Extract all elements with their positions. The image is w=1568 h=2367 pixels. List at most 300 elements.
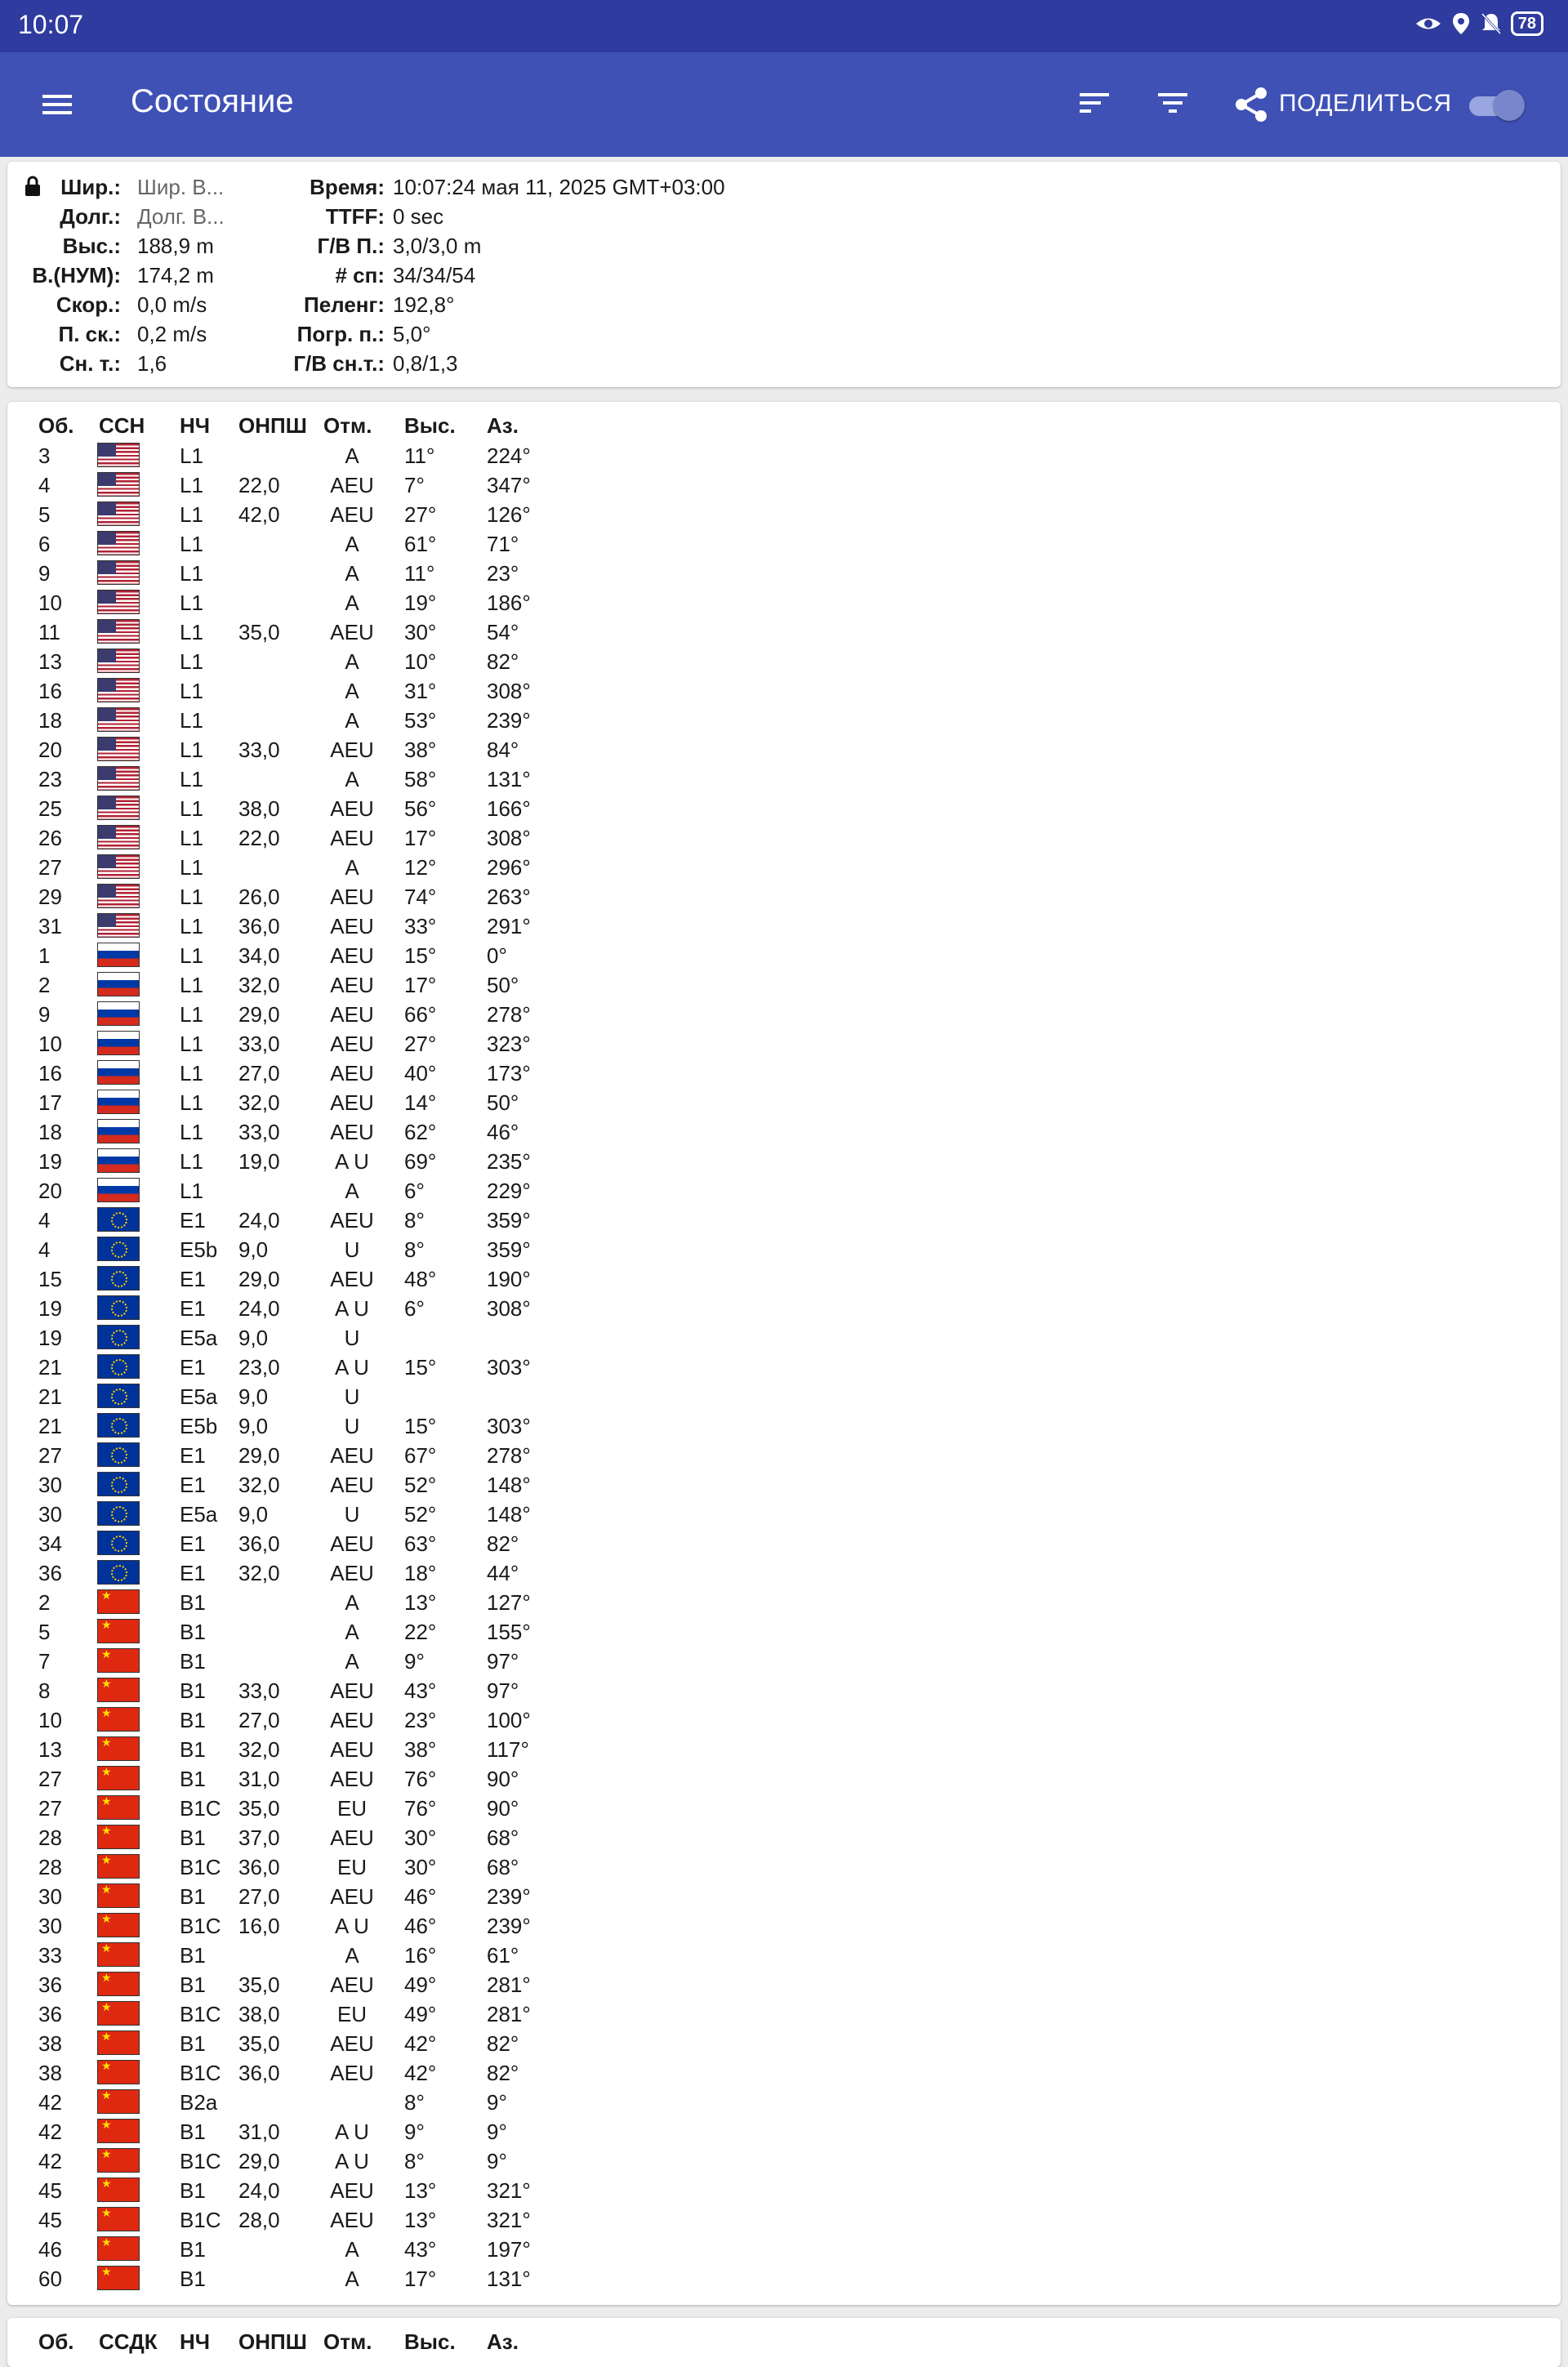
svid-cell: 30 xyxy=(38,1473,62,1497)
svid-cell: 18 xyxy=(38,1120,62,1144)
svid-cell: 18 xyxy=(38,708,62,733)
snr-label: Сн. т.: xyxy=(59,351,121,376)
share-icon[interactable] xyxy=(1232,85,1271,124)
flag-cn-icon xyxy=(97,1707,140,1732)
freq-cell: B1 xyxy=(180,1620,206,1644)
cn0-cell: 34,0 xyxy=(238,943,280,968)
azimuth-cell: 61° xyxy=(487,1943,519,1968)
azimuth-cell: 9° xyxy=(487,2149,507,2173)
sats-value: 34/34/54 xyxy=(393,263,476,288)
elevation-cell: 8° xyxy=(404,2090,425,2115)
table-row xyxy=(7,1588,628,1617)
azimuth-cell: 190° xyxy=(487,1267,531,1291)
table-row xyxy=(7,2264,628,2293)
flags-cell: AEU xyxy=(330,1032,374,1056)
flags-cell: AEU xyxy=(330,1061,374,1085)
flags-cell: AEU xyxy=(330,943,374,968)
flag-cn-icon xyxy=(97,1678,140,1702)
svid-cell: 28 xyxy=(38,1855,62,1879)
elevation-cell: 46° xyxy=(404,1914,437,1938)
elevation-cell: 10° xyxy=(404,649,437,674)
alt-value: 188,9 m xyxy=(137,234,214,258)
flags-cell: A xyxy=(345,1649,359,1674)
svid-cell: 4 xyxy=(38,1237,51,1262)
flags-cell: AEU xyxy=(330,1737,374,1762)
flags-cell: AEU xyxy=(330,914,374,938)
flag-eu-icon xyxy=(97,1384,140,1408)
freq-cell: L1 xyxy=(180,914,203,938)
flags-cell: AEU xyxy=(330,1090,374,1115)
flags-cell: AEU xyxy=(330,1208,374,1233)
flag-eu-icon xyxy=(97,1531,140,1555)
cn0-cell: 9,0 xyxy=(238,1384,269,1409)
azimuth-cell: 155° xyxy=(487,1620,531,1644)
table-row xyxy=(7,1411,628,1441)
flag-us-icon xyxy=(97,501,140,526)
svid-cell: 29 xyxy=(38,885,62,909)
elevation-cell: 17° xyxy=(404,973,437,997)
freq-cell: E1 xyxy=(180,1208,206,1233)
freq-cell: B1 xyxy=(180,2031,206,2056)
cn0-cell: 35,0 xyxy=(238,1972,280,1997)
ttff-label: TTFF: xyxy=(325,204,385,229)
svid-cell: 45 xyxy=(38,2178,62,2203)
svid-cell: 30 xyxy=(38,1502,62,1527)
table-row xyxy=(7,1852,628,1882)
sbas-col-header-elev: Выс. xyxy=(404,2329,456,2354)
freq-cell: B1 xyxy=(180,2237,206,2262)
freq-cell: B1C xyxy=(180,2061,221,2085)
flags-cell: A xyxy=(345,444,359,468)
flag-us-icon xyxy=(97,766,140,791)
table-row xyxy=(7,1441,628,1470)
cn0-cell: 33,0 xyxy=(238,1032,280,1056)
svid-cell: 16 xyxy=(38,1061,62,1085)
azimuth-cell: 82° xyxy=(487,2031,519,2056)
sbas-col-header-freq: НЧ xyxy=(180,2329,211,2354)
flags-cell: EU xyxy=(336,1855,368,1879)
svid-cell: 42 xyxy=(38,2090,62,2115)
cn0-cell: 24,0 xyxy=(238,2178,280,2203)
filter-icon[interactable] xyxy=(1155,85,1191,121)
flag-cn-icon xyxy=(97,2030,140,2055)
azimuth-cell: 68° xyxy=(487,1855,519,1879)
status-icons xyxy=(1414,11,1544,36)
table-row xyxy=(7,853,628,882)
table-row xyxy=(7,2088,628,2117)
azimuth-cell: 44° xyxy=(487,1561,519,1585)
table-row xyxy=(7,1970,628,1999)
table-row xyxy=(7,1529,628,1558)
azimuth-cell: 127° xyxy=(487,1590,531,1615)
elevation-cell: 61° xyxy=(404,532,437,556)
flag-eu-icon xyxy=(97,1354,140,1379)
flags-cell: EU xyxy=(336,2002,368,2026)
table-row xyxy=(7,735,628,764)
azimuth-cell: 68° xyxy=(487,1825,519,1850)
table-row xyxy=(7,1029,628,1059)
cn0-cell: 28,0 xyxy=(238,2208,280,2232)
svid-cell: 20 xyxy=(38,1179,62,1203)
cn0-cell: 37,0 xyxy=(238,1825,280,1850)
freq-cell: B1C xyxy=(180,2002,221,2026)
flag-cn-icon xyxy=(97,2178,140,2202)
table-row xyxy=(7,1764,628,1794)
bearing-value: 192,8° xyxy=(393,292,455,317)
flags-cell: AEU xyxy=(330,2208,374,2232)
cn0-cell: 36,0 xyxy=(238,1855,280,1879)
freq-cell: B1 xyxy=(180,2120,206,2144)
freq-cell: L1 xyxy=(180,855,203,880)
elevation-cell: 30° xyxy=(404,1825,437,1850)
ttff-value: 0 sec xyxy=(393,204,444,229)
freq-cell: E5a xyxy=(180,1502,218,1527)
elevation-cell: 8° xyxy=(404,1237,425,1262)
azimuth-cell: 186° xyxy=(487,591,531,615)
freq-cell: L1 xyxy=(180,679,203,703)
flag-cn-icon xyxy=(97,1854,140,1879)
table-row xyxy=(7,941,628,970)
svid-cell: 6 xyxy=(38,532,51,556)
share-button[interactable]: ПОДЕЛИТЬСЯ xyxy=(1279,90,1452,117)
flags-cell: AEU xyxy=(330,1767,374,1791)
elevation-cell: 76° xyxy=(404,1767,437,1791)
table-row xyxy=(7,2058,628,2088)
freq-cell: B1C xyxy=(180,2149,221,2173)
freq-cell: E1 xyxy=(180,1296,206,1321)
flag-eu-icon xyxy=(97,1501,140,1526)
flag-us-icon xyxy=(97,678,140,702)
table-row xyxy=(7,823,628,853)
azimuth-cell: 166° xyxy=(487,796,531,821)
elevation-cell: 17° xyxy=(404,2267,437,2291)
table-row xyxy=(7,1470,628,1500)
azimuth-cell: 303° xyxy=(487,1355,531,1380)
flags-cell: AEU xyxy=(330,1561,374,1585)
table-row xyxy=(7,882,628,912)
svid-cell: 5 xyxy=(38,502,51,527)
elevation-cell: 12° xyxy=(404,855,437,880)
svid-cell: 2 xyxy=(38,1590,51,1615)
azimuth-cell: 46° xyxy=(487,1120,519,1144)
azimuth-cell: 359° xyxy=(487,1208,531,1233)
freq-cell: B1C xyxy=(180,2208,221,2232)
flag-ru-icon xyxy=(97,1148,140,1173)
elevation-cell: 66° xyxy=(404,1002,437,1027)
elevation-cell: 9° xyxy=(404,1649,425,1674)
flags-cell: AEU xyxy=(330,502,374,527)
flags-cell: AEU xyxy=(330,1002,374,1027)
azimuth-cell: 131° xyxy=(487,767,531,791)
flags-cell: A U xyxy=(335,1149,369,1174)
elevation-cell: 49° xyxy=(404,1972,437,1997)
elevation-cell: 43° xyxy=(404,2237,437,2262)
elevation-cell: 7° xyxy=(404,473,425,497)
flag-cn-icon xyxy=(97,2207,140,2231)
table-row xyxy=(7,2117,628,2146)
flag-cn-icon xyxy=(97,1825,140,1849)
sats-label: # сп: xyxy=(335,263,385,288)
sort-icon[interactable] xyxy=(1076,85,1112,121)
azimuth-cell: 323° xyxy=(487,1032,531,1056)
elevation-cell: 38° xyxy=(404,1737,437,1762)
azimuth-cell: 23° xyxy=(487,561,519,586)
azimuth-cell: 100° xyxy=(487,1708,531,1732)
azimuth-cell: 97° xyxy=(487,1678,519,1703)
table-row xyxy=(7,1323,628,1353)
svid-cell: 33 xyxy=(38,1943,62,1968)
flags-cell: AEU xyxy=(330,1120,374,1144)
flags-cell: AEU xyxy=(330,2031,374,2056)
azimuth-cell: 281° xyxy=(487,1972,531,1997)
elevation-cell: 17° xyxy=(404,826,437,850)
pause-toggle[interactable] xyxy=(1466,88,1523,121)
freq-cell: L1 xyxy=(180,826,203,850)
freq-cell: E1 xyxy=(180,1561,206,1585)
flag-eu-icon xyxy=(97,1266,140,1290)
svid-cell: 27 xyxy=(38,855,62,880)
flags-cell: AEU xyxy=(330,1708,374,1732)
cn0-cell: 32,0 xyxy=(238,1737,280,1762)
flags-cell: A xyxy=(345,708,359,733)
battery-indicator: 78 xyxy=(1511,11,1544,36)
freq-cell: B1 xyxy=(180,1825,206,1850)
cn0-cell: 29,0 xyxy=(238,1267,280,1291)
svid-cell: 4 xyxy=(38,473,51,497)
freq-cell: L1 xyxy=(180,620,203,644)
freq-cell: E1 xyxy=(180,1443,206,1468)
flag-cn-icon xyxy=(97,2001,140,2026)
col-header-gnss: ССН xyxy=(99,413,145,438)
flags-cell: AEU xyxy=(330,1267,374,1291)
lon-label: Долг.: xyxy=(60,204,121,229)
flag-us-icon xyxy=(97,443,140,467)
svid-cell: 15 xyxy=(38,1267,62,1291)
table-row xyxy=(7,617,628,647)
elevation-cell: 27° xyxy=(404,1032,437,1056)
table-row xyxy=(7,1823,628,1852)
flag-cn-icon xyxy=(97,1736,140,1761)
flag-us-icon xyxy=(97,913,140,938)
svid-cell: 2 xyxy=(38,973,51,997)
table-row xyxy=(7,470,628,500)
azimuth-cell: 239° xyxy=(487,1884,531,1909)
freq-cell: E1 xyxy=(180,1531,206,1556)
table-row xyxy=(7,1941,628,1970)
cn0-cell: 31,0 xyxy=(238,1767,280,1791)
azimuth-cell: 50° xyxy=(487,973,519,997)
table-row xyxy=(7,912,628,941)
azimuth-cell: 97° xyxy=(487,1649,519,1674)
azimuth-cell: 131° xyxy=(487,2267,531,2291)
elevation-cell: 15° xyxy=(404,1355,437,1380)
svid-cell: 27 xyxy=(38,1767,62,1791)
svid-cell: 30 xyxy=(38,1884,62,1909)
svid-cell: 21 xyxy=(38,1355,62,1380)
cn0-cell: 9,0 xyxy=(238,1326,269,1350)
elevation-cell: 76° xyxy=(404,1796,437,1821)
bearing-acc-label: Погр. п.: xyxy=(296,322,385,346)
elevation-cell: 16° xyxy=(404,1943,437,1968)
cn0-cell: 9,0 xyxy=(238,1502,269,1527)
flag-us-icon xyxy=(97,560,140,585)
lat-value: Шир. В... xyxy=(137,175,225,199)
gnss-table-card xyxy=(7,402,1561,2305)
table-row xyxy=(7,706,628,735)
table-row xyxy=(7,2235,628,2264)
elevation-cell: 11° xyxy=(404,561,435,586)
svid-cell: 17 xyxy=(38,1090,62,1115)
table-row xyxy=(7,2146,628,2176)
azimuth-cell: 308° xyxy=(487,679,531,703)
azimuth-cell: 90° xyxy=(487,1796,519,1821)
time-label: Время: xyxy=(310,175,385,199)
col-header-flags: Отм. xyxy=(323,413,372,438)
cn0-cell: 32,0 xyxy=(238,973,280,997)
flag-eu-icon xyxy=(97,1325,140,1349)
azimuth-cell: 117° xyxy=(487,1737,529,1762)
location-icon xyxy=(1450,11,1472,36)
freq-cell: B1C xyxy=(180,1796,221,1821)
elevation-cell: 56° xyxy=(404,796,437,821)
azimuth-cell: 50° xyxy=(487,1090,519,1115)
freq-cell: B2a xyxy=(180,2090,218,2115)
flags-cell: AEU xyxy=(330,1884,374,1909)
azimuth-cell: 321° xyxy=(487,2178,531,2203)
flags-cell: AEU xyxy=(330,1443,374,1468)
svid-cell: 27 xyxy=(38,1443,62,1468)
elevation-cell: 13° xyxy=(404,2208,437,2232)
flags-cell: A xyxy=(345,561,359,586)
cn0-cell: 38,0 xyxy=(238,2002,280,2026)
snr-value: 1,6 xyxy=(137,351,167,376)
speed-acc-label: П. ск.: xyxy=(58,322,121,346)
flags-cell: U xyxy=(344,1237,360,1262)
flags-cell: AEU xyxy=(330,473,374,497)
cn0-cell: 27,0 xyxy=(238,1884,280,1909)
cn0-cell: 36,0 xyxy=(238,2061,280,2085)
freq-cell: L1 xyxy=(180,591,203,615)
cn0-cell: 27,0 xyxy=(238,1708,280,1732)
elevation-cell: 22° xyxy=(404,1620,437,1644)
flag-cn-icon xyxy=(97,2266,140,2290)
elevation-cell: 74° xyxy=(404,885,437,909)
azimuth-cell: 235° xyxy=(487,1149,531,1174)
flags-cell: AEU xyxy=(330,826,374,850)
azimuth-cell: 71° xyxy=(487,532,519,556)
elevation-cell: 30° xyxy=(404,620,437,644)
azimuth-cell: 303° xyxy=(487,1414,531,1438)
table-row xyxy=(7,1705,628,1735)
freq-cell: L1 xyxy=(180,1149,203,1174)
flag-cn-icon xyxy=(97,1883,140,1908)
elevation-cell: 18° xyxy=(404,1561,437,1585)
elevation-cell: 63° xyxy=(404,1531,437,1556)
flags-cell: A xyxy=(345,767,359,791)
elevation-cell: 31° xyxy=(404,679,437,703)
freq-cell: L1 xyxy=(180,561,203,586)
cn0-cell: 32,0 xyxy=(238,1561,280,1585)
svid-cell: 25 xyxy=(38,796,62,821)
table-row xyxy=(7,441,628,470)
freq-cell: B1 xyxy=(180,1972,206,1997)
flag-ru-icon xyxy=(97,943,140,967)
svid-cell: 1 xyxy=(38,943,51,968)
azimuth-cell: 126° xyxy=(487,502,531,527)
table-row xyxy=(7,559,628,588)
freq-cell: L1 xyxy=(180,973,203,997)
azimuth-cell: 291° xyxy=(487,914,531,938)
flag-cn-icon xyxy=(97,1795,140,1820)
azimuth-cell: 281° xyxy=(487,2002,531,2026)
table-row xyxy=(7,1500,628,1529)
table-row xyxy=(7,500,628,529)
svid-cell: 36 xyxy=(38,2002,62,2026)
flags-cell: U xyxy=(344,1502,360,1527)
menu-icon[interactable] xyxy=(41,88,74,121)
table-row xyxy=(7,2029,628,2058)
freq-cell: L1 xyxy=(180,708,203,733)
cn0-cell: 32,0 xyxy=(238,1473,280,1497)
table-row xyxy=(7,1882,628,1911)
flags-cell: AEU xyxy=(330,1972,374,1997)
freq-cell: L1 xyxy=(180,649,203,674)
cn0-cell: 36,0 xyxy=(238,914,280,938)
flags-cell: A xyxy=(345,855,359,880)
page-title: Состояние xyxy=(131,83,294,119)
flags-cell: A xyxy=(345,1179,359,1203)
flag-us-icon xyxy=(97,825,140,849)
svid-cell: 8 xyxy=(38,1678,51,1703)
freq-cell: L1 xyxy=(180,532,203,556)
table-row xyxy=(7,1794,628,1823)
freq-cell: L1 xyxy=(180,1002,203,1027)
flag-ru-icon xyxy=(97,1031,140,1055)
flags-cell: U xyxy=(344,1414,360,1438)
cn0-cell: 33,0 xyxy=(238,1678,280,1703)
elevation-cell: 58° xyxy=(404,767,437,791)
table-row xyxy=(7,1676,628,1705)
svid-cell: 3 xyxy=(38,444,51,468)
azimuth-cell: 239° xyxy=(487,1914,531,1938)
sbas-col-header-flags: Отм. xyxy=(323,2329,372,2354)
flag-ru-icon xyxy=(97,1090,140,1114)
col-header-id: Об. xyxy=(38,413,74,438)
flag-eu-icon xyxy=(97,1442,140,1467)
azimuth-cell: 54° xyxy=(487,620,519,644)
svid-cell: 13 xyxy=(38,1737,62,1762)
azimuth-cell: 148° xyxy=(487,1473,531,1497)
table-row xyxy=(7,1117,628,1147)
elevation-cell: 52° xyxy=(404,1473,437,1497)
svid-cell: 16 xyxy=(38,679,62,703)
flags-cell: AEU xyxy=(330,2061,374,2085)
table-row xyxy=(7,1382,628,1411)
elevation-cell: 52° xyxy=(404,1502,437,1527)
flag-cn-icon xyxy=(97,2236,140,2261)
elevation-cell: 14° xyxy=(404,1090,437,1115)
elevation-cell: 46° xyxy=(404,1884,437,1909)
svid-cell: 38 xyxy=(38,2061,62,2085)
freq-cell: L1 xyxy=(180,1061,203,1085)
azimuth-cell: 9° xyxy=(487,2120,507,2144)
azimuth-cell: 82° xyxy=(487,2061,519,2085)
svid-cell: 13 xyxy=(38,649,62,674)
azimuth-cell: 296° xyxy=(487,855,531,880)
flag-cn-icon xyxy=(97,1942,140,1967)
freq-cell: L1 xyxy=(180,1179,203,1203)
elevation-cell: 8° xyxy=(404,1208,425,1233)
